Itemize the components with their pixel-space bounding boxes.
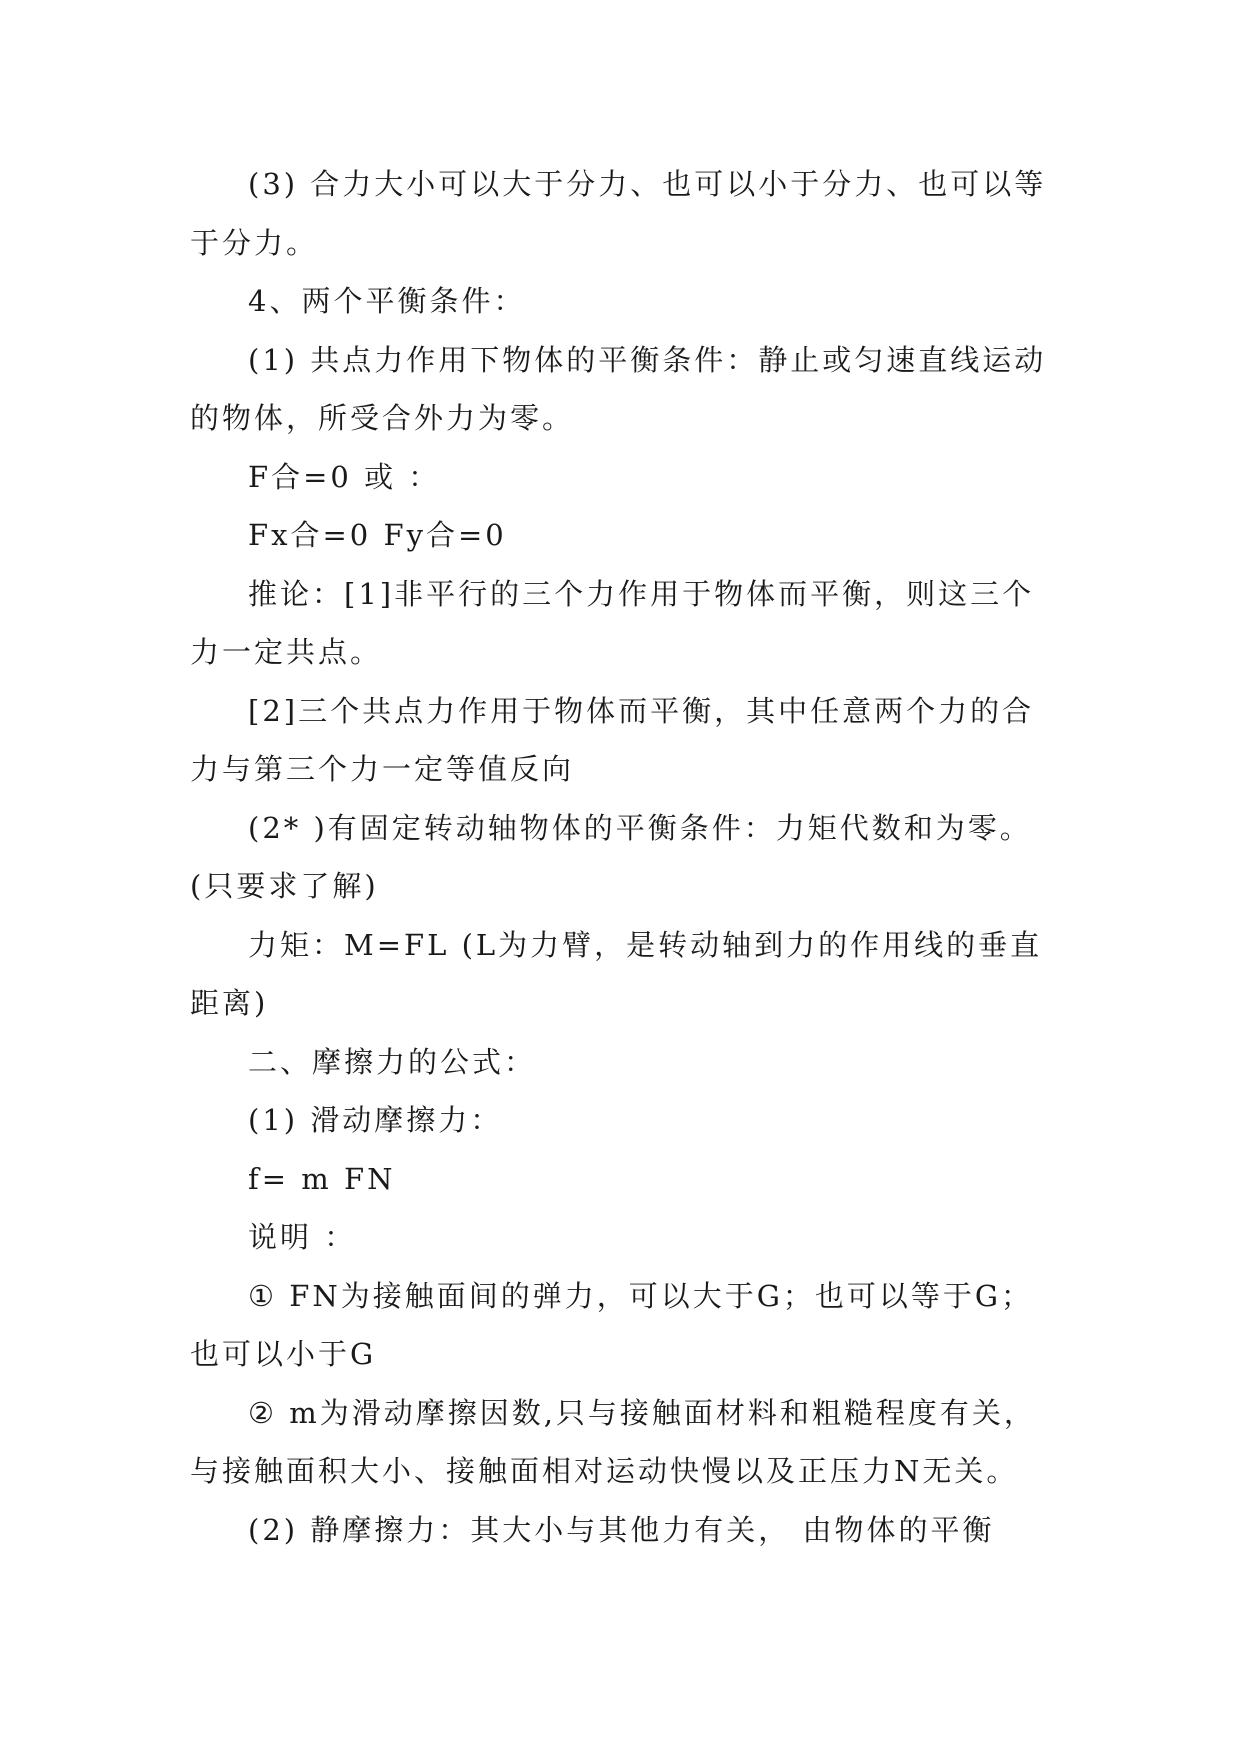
- paragraph-resultant-force-range: (3) 合力大小可以大于分力、也可以小于分力、也可以等于分力。: [190, 167, 1047, 260]
- formula-net-force-zero: F合=0 或 ：: [248, 459, 441, 494]
- heading-sliding-friction: (1) 滑动摩擦力：: [248, 1103, 503, 1137]
- paragraph-heading-equilibrium-conditions: 4、两个平衡条件：: [248, 284, 526, 318]
- paragraph-normal-force-note: ① FN为接触面间的弹力，可以大于G；也可以等于G；也可以小于G: [190, 1278, 1034, 1371]
- paragraph-torque-definition: 力矩：M=FL (L为力臂，是转动轴到力的作用线的垂直距离): [190, 927, 1043, 1020]
- paragraph-fixed-axis-equilibrium: (2* )有固定转动轴物体的平衡条件：力矩代数和为零。(只要求了解): [190, 810, 1032, 903]
- paragraph-static-friction: (2) 静摩擦力：其大小与其他力有关， 由物体的平衡: [248, 1512, 995, 1547]
- paragraph-concurrent-force-equilibrium: (1) 共点力作用下物体的平衡条件：静止或匀速直线运动的物体，所受合外力为零。: [190, 342, 1047, 435]
- formula-component-forces-zero: Fx合=0 Fy合=0: [248, 518, 507, 552]
- paragraph-corollary-1: 推论：[1]非平行的三个力作用于物体而平衡，则这三个力一定共点。: [190, 576, 1035, 669]
- heading-friction-formulas: 二、摩擦力的公式：: [248, 1044, 537, 1079]
- formula-sliding-friction: f= m FN: [248, 1161, 396, 1196]
- document-body: [190, 155, 1060, 1559]
- label-explanation: 说明 ：: [248, 1220, 357, 1254]
- paragraph-friction-coefficient-note: ② m为滑动摩擦因数,只与接触面材料和粗糙程度有关，与接触面积大小、接触面相对运动快慢以及正压力N无关。: [190, 1395, 1036, 1488]
- paragraph-corollary-2: [2]三个共点力作用于物体而平衡，其中任意两个力的合力与第三个力一定等值反向: [190, 693, 1035, 786]
